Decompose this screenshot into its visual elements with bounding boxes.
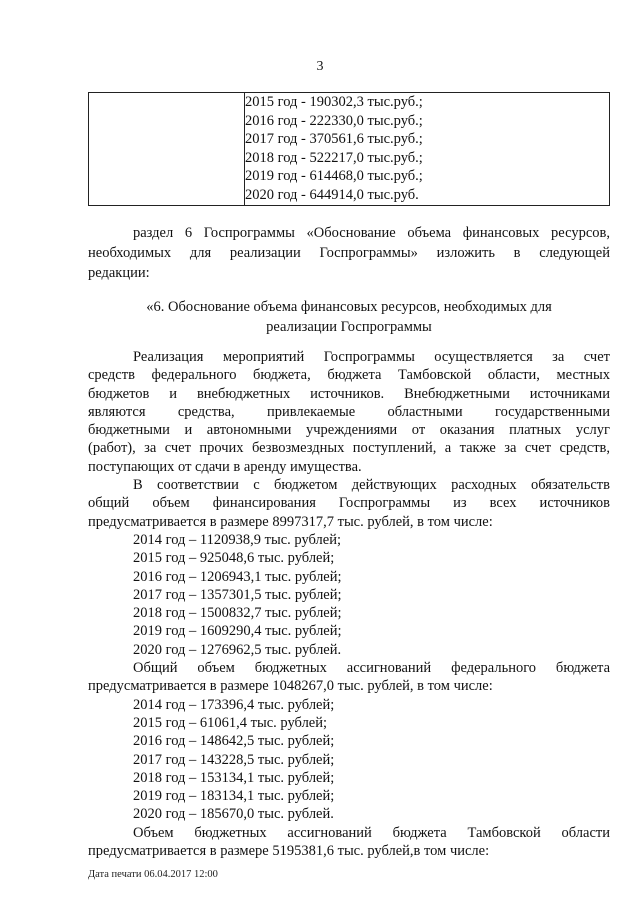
federal-list-item: 2015 год – 61061,4 тыс. рублей; <box>133 714 328 731</box>
paragraph-line: бюджетными и автономными учреждениями от оказания платных услуг <box>88 422 610 439</box>
paragraph-line: предусматривается в размере 8997317,7 тыс. рублей, в том числе: <box>88 513 493 530</box>
section-heading <box>88 297 610 337</box>
federal-list-item: 2018 год – 153134,1 тыс. рублей; <box>133 769 335 786</box>
paragraph-line: средств федерального бюджета, бюджета Тамбовской области, местных <box>88 367 610 384</box>
print-date-footer: Дата печати 06.04.2017 12:00 <box>88 869 218 880</box>
intro-paragraph <box>88 223 610 283</box>
total-list-item: 2020 год – 1276962,5 тыс. рублей. <box>133 641 342 658</box>
year-line: 2020 год - 644914,0 тыс.руб. <box>245 186 419 203</box>
intro-line: редакции: <box>88 265 150 281</box>
paragraph-line: В соответствии с бюджетом действующих расходных обязательств <box>133 477 610 494</box>
total-list-item: 2017 год – 1357301,5 тыс. рублей; <box>133 586 342 603</box>
total-list-item: 2016 год – 1206943,1 тыс. рублей; <box>133 568 342 585</box>
intro-line: необходимых для реализации Госпрограммы» изложить в следующей <box>88 245 610 261</box>
federal-list-item: 2019 год – 183134,1 тыс. рублей; <box>133 788 335 805</box>
total-list-item: 2015 год – 925048,6 тыс. рублей; <box>133 550 335 567</box>
intro-line: раздел 6 Госпрограммы «Обоснование объема финансовых ресурсов, <box>133 225 610 241</box>
page-number: 3 <box>316 59 324 74</box>
year-line: 2019 год - 614468,0 тыс.руб.; <box>245 168 423 185</box>
total-list-item: 2014 год – 1120938,9 тыс. рублей; <box>133 531 341 548</box>
paragraph-line: Объем бюджетных ассигнований бюджета Тамбовской области <box>133 824 610 841</box>
total-list-item: 2019 год – 1609290,4 тыс. рублей; <box>133 623 342 640</box>
year-line: 2017 год - 370561,6 тыс.руб.; <box>245 131 423 148</box>
section-heading-line: реализации Госпрограммы <box>266 319 432 335</box>
section-heading-line: «6. Обоснование объема финансовых ресурсов, необходимых для <box>146 299 552 315</box>
paragraph-line: бюджетов и внебюджетных источников. Внебюджетными источниками <box>88 385 610 402</box>
paragraph-sources <box>88 348 610 860</box>
paragraph-line: предусматривается в размере 5195381,6 тыс. рублей,в том числе: <box>88 843 490 860</box>
paragraph-line: Реализация мероприятий Госпрограммы осуществляется за счет <box>133 349 610 365</box>
federal-list-item: 2014 год – 173396,4 тыс. рублей; <box>133 696 335 713</box>
table-empty-cell <box>89 93 245 206</box>
funding-summary-table <box>88 92 610 206</box>
table-years-cell <box>245 93 610 206</box>
federal-list-item: 2017 год – 143228,5 тыс. рублей; <box>133 751 335 768</box>
paragraph-line: предусматривается в размере 1048267,0 тыс. рублей, в том числе: <box>88 678 493 695</box>
paragraph-line: общий объем финансирования Госпрограммы из всех источников <box>88 495 610 512</box>
paragraph-line: поступающих от сдачи в аренду имущества. <box>88 458 362 475</box>
year-line: 2015 год - 190302,3 тыс.руб.; <box>245 94 423 110</box>
total-list-item: 2018 год – 1500832,7 тыс. рублей; <box>133 605 342 622</box>
paragraph-line: (работ), за счет прочих безвозмездных поступлений, а также за счет средств, <box>88 440 610 457</box>
year-line: 2016 год - 222330,0 тыс.руб.; <box>245 112 423 129</box>
federal-list-item: 2016 год – 148642,5 тыс. рублей; <box>133 733 335 750</box>
paragraph-line: являются средства, привлекаемые областными государственными <box>88 403 610 420</box>
year-line: 2018 год - 522217,0 тыс.руб.; <box>245 149 423 166</box>
federal-list-item: 2020 год – 185670,0 тыс. рублей. <box>133 806 334 823</box>
paragraph-line: Общий объем бюджетных ассигнований федерального бюджета <box>133 660 610 677</box>
